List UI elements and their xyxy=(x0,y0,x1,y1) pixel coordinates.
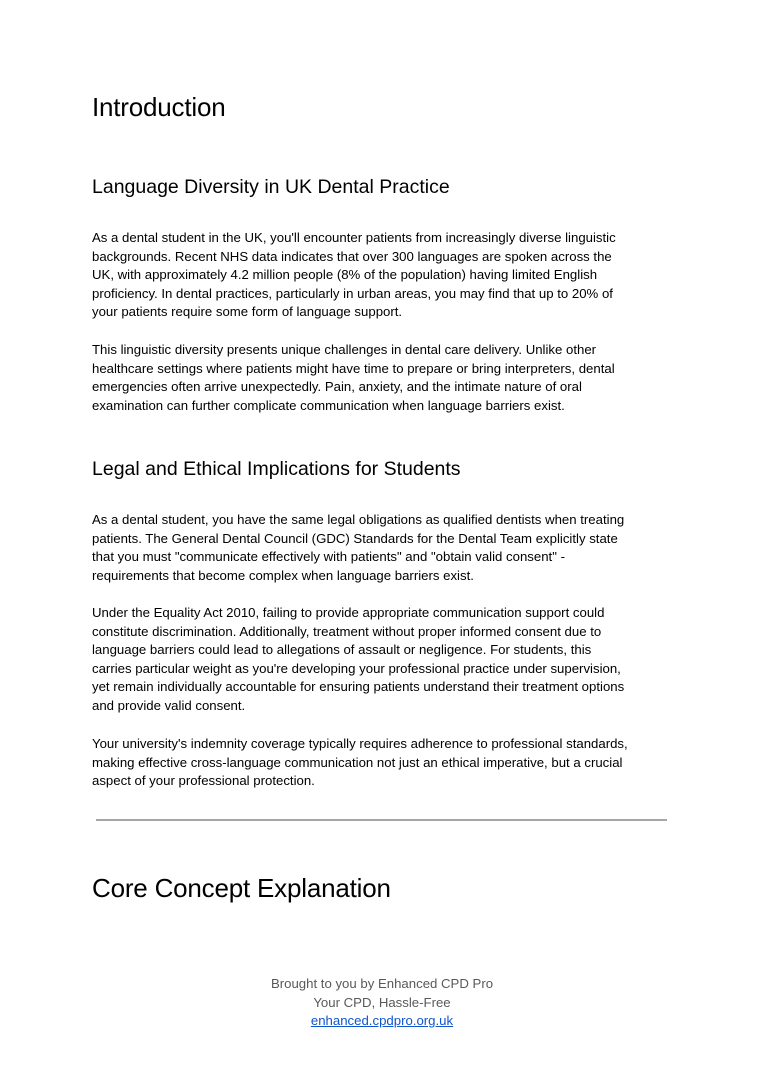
text-line: Your university's indemnity coverage typically requires adherence to professional standards, xyxy=(92,736,628,751)
introduction-heading: Introduction xyxy=(92,92,226,122)
text-line: requirements that become complex when language barriers exist. xyxy=(92,567,474,583)
text-line: emergencies often arrive unexpectedly. Pain, anxiety, and the intimate nature of oral xyxy=(92,379,582,395)
legal-ethical-paragraph-3 xyxy=(92,735,672,791)
language-diversity-paragraph-1 xyxy=(92,229,672,322)
text-line: examination can further complicate communication when language barriers exist. xyxy=(92,397,565,413)
text-line: and provide valid consent. xyxy=(92,697,246,713)
language-diversity-paragraph-2 xyxy=(92,341,672,415)
footer-link-line xyxy=(0,1012,764,1031)
text-line: UK, with approximately 4.2 million people (8% of the population) having limited English xyxy=(92,267,598,283)
text-line: your patients require some form of language support. xyxy=(92,304,403,320)
text-line: making effective cross-language communication not just an ethical imperative, but a crucial xyxy=(92,754,623,770)
footer-website-link[interactable]: enhanced.cpdpro.org.uk xyxy=(310,1013,454,1028)
legal-ethical-heading: Legal and Ethical Implications for Students xyxy=(92,458,461,480)
language-diversity-heading: Language Diversity in UK Dental Practice xyxy=(92,176,450,198)
text-line: proficiency. In dental practices, particularly in urban areas, you may find that up to 20% of xyxy=(92,285,613,301)
footer-slogan: Your CPD, Hassle-Free xyxy=(313,994,451,1010)
text-line: that you must "communicate effectively with patients" and "obtain valid consent" - xyxy=(92,549,565,565)
core-concept-heading: Core Concept Explanation xyxy=(92,873,391,903)
text-line: language barriers could lead to allegations of assault or negligence. For students, this xyxy=(92,642,592,658)
text-line: yet remain individually accountable for ensuring patients understand their treatment options xyxy=(92,679,625,695)
text-line: constitute discrimination. Additionally, treatment without proper informed consent due to xyxy=(92,623,602,639)
text-line: As a dental student, you have the same legal obligations as qualified dentists when treating xyxy=(92,512,625,527)
text-line: This linguistic diversity presents unique challenges in dental care delivery. Unlike other xyxy=(92,342,597,357)
text-line: carries particular weight as you're developing your professional practice under supervision, xyxy=(92,660,621,676)
text-line: healthcare settings where patients might have time to prepare or bring interpreters, dental xyxy=(92,360,615,376)
page-footer xyxy=(0,975,764,1031)
footer-tagline: Brought to you by Enhanced CPD Pro xyxy=(270,976,494,991)
text-line: As a dental student in the UK, you'll encounter patients from increasingly diverse linguistic xyxy=(92,230,616,245)
text-line: aspect of your professional protection. xyxy=(92,773,315,789)
section-divider xyxy=(96,819,667,821)
text-line: Under the Equality Act 2010, failing to provide appropriate communication support could xyxy=(92,605,605,620)
legal-ethical-paragraph-2 xyxy=(92,604,672,716)
text-line: backgrounds. Recent NHS data indicates that over 300 languages are spoken across the xyxy=(92,248,612,264)
text-line: patients. The General Dental Council (GDC) Standards for the Dental Team explicitly state xyxy=(92,530,618,546)
legal-ethical-paragraph-1 xyxy=(92,511,672,585)
